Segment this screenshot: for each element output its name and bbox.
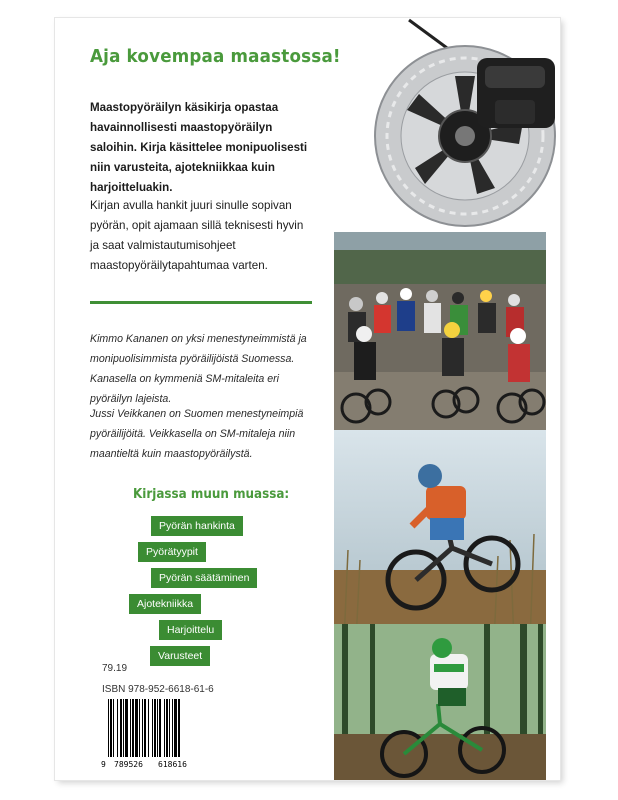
barcode-digits-left: 789526 (114, 760, 143, 769)
contents-tag: Harjoittelu (159, 620, 222, 640)
contents-tag: Ajotekniikka (129, 594, 201, 614)
author-bio-veikkanen (90, 404, 318, 464)
divider-rule (90, 301, 312, 304)
forest-rider-photo (334, 624, 546, 780)
contents-heading: Kirjassa muun muassa: (133, 487, 290, 502)
author-name: Kimmo Kananen (90, 333, 169, 345)
author-bio-text: on yksi menestyneimmistä ja monipuolisimmista pyöräilijöistä Suomessa. Kanasella on kymmeniä SM-mitaleita eri pyöräilyn lajeista. (90, 333, 307, 405)
contents-tag: Varusteet (150, 646, 210, 666)
book-back-cover (55, 18, 560, 780)
isbn-text: ISBN 978-952-6618-61-6 (102, 684, 214, 695)
barcode-digit-first: 9 (101, 760, 106, 769)
lead-paragraph: Maastopyöräilyn käsikirja opastaa havainnollisesti maastopyöräilyn saloihin. Kirja käsittelee monipuolisesti niin varusteita, ajotekniikkaa kuin harjoitteluakin. (90, 101, 308, 194)
contents-tag: Pyörätyypit (138, 542, 206, 562)
author-bio-text: on Suomen menestyneimpiä pyöräilijöitä. Veikkasella on SM-mitaleja niin maantieltä kuin maastopyöräilystä. (90, 408, 304, 460)
brake-disc-photo (357, 18, 560, 246)
isbn-barcode (100, 697, 201, 769)
author-bio-kananen (90, 329, 318, 409)
price-code: 79.19 (102, 663, 128, 674)
body-paragraph: Kirjan avulla hankit juuri sinulle sopivan pyörän, opit ajamaan sillä teknisesti hyvin ja saat valmistautumisohjeet maastopyöräilytapahtumaa varten. (90, 199, 304, 272)
race-peloton-photo (334, 232, 546, 444)
barcode-digits-right: 618616 (158, 760, 187, 769)
author-name: Jussi Veikkanen (90, 408, 167, 420)
contents-tag: Pyörän säätäminen (151, 568, 257, 588)
cover-title: Aja kovempaa maastossa! (90, 46, 341, 67)
contents-tag: Pyörän hankinta (151, 516, 243, 536)
jumping-rider-photo (334, 430, 546, 642)
